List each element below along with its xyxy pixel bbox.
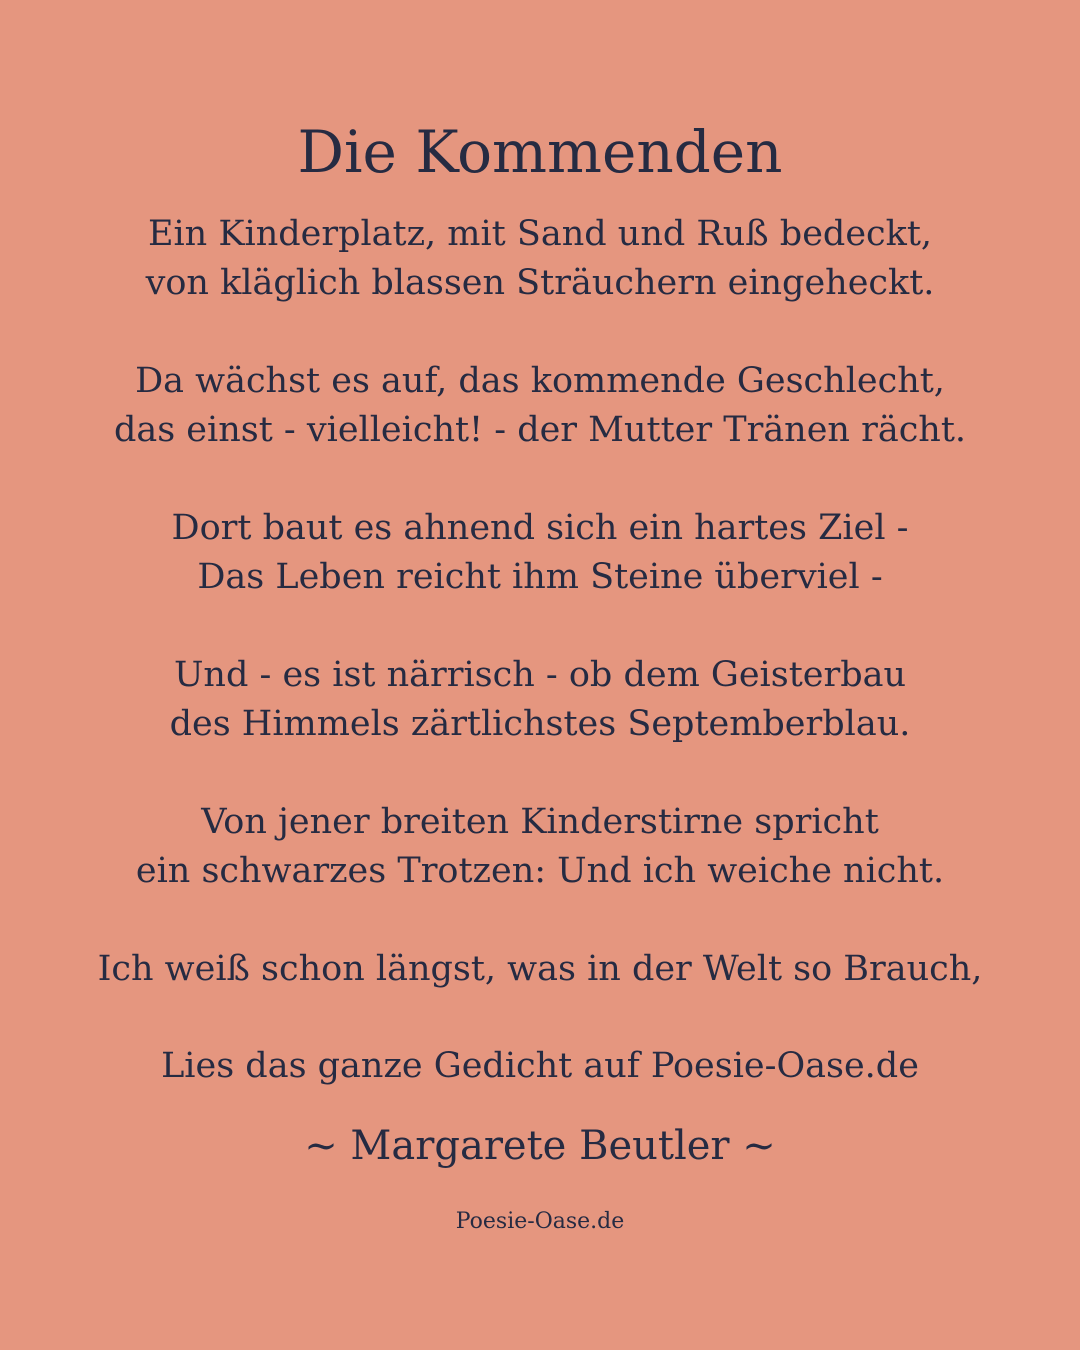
poem-line: Von jener breiten Kinderstirne spricht — [201, 802, 879, 842]
stanza-5 — [0, 798, 1080, 896]
poem-line: Und - es ist närrisch - ob dem Geisterbau — [173, 655, 907, 695]
read-full-poem-text: Lies das ganze Gedicht auf Poesie-Oase.de — [161, 1046, 919, 1086]
poem-line: das einst - vielleicht! - der Mutter Tränen rächt. — [113, 410, 967, 450]
poem-line: Ich weiß schon längst, was in der Welt so Brauch, — [97, 949, 983, 989]
stanza-6 — [0, 945, 1080, 994]
poem-title: Die Kommenden — [297, 118, 783, 186]
poem-line: ein schwarzes Trotzen: Und ich weiche nicht. — [135, 851, 945, 891]
poem-line: Da wächst es auf, das kommende Geschlecht, — [135, 361, 945, 401]
poem-author: ~ Margarete Beutler ~ — [304, 1123, 776, 1169]
poem-line: Das Leben reicht ihm Steine überviel - — [197, 557, 883, 597]
stanza-4 — [0, 651, 1080, 749]
poem-body — [0, 210, 1080, 1043]
stanza-3 — [0, 504, 1080, 602]
poem-line: Ein Kinderplatz, mit Sand und Ruß bedeckt, — [147, 214, 933, 254]
poem-line: des Himmels zärtlichstes Septemberblau. — [169, 704, 911, 744]
poem-line: Dort baut es ahnend sich ein hartes Ziel - — [171, 508, 909, 548]
stanza-2 — [0, 357, 1080, 455]
poem-line: von kläglich blassen Sträuchern eingeheckt. — [145, 263, 935, 303]
stanza-1 — [0, 210, 1080, 308]
site-name: Poesie-Oase.de — [455, 1209, 625, 1234]
